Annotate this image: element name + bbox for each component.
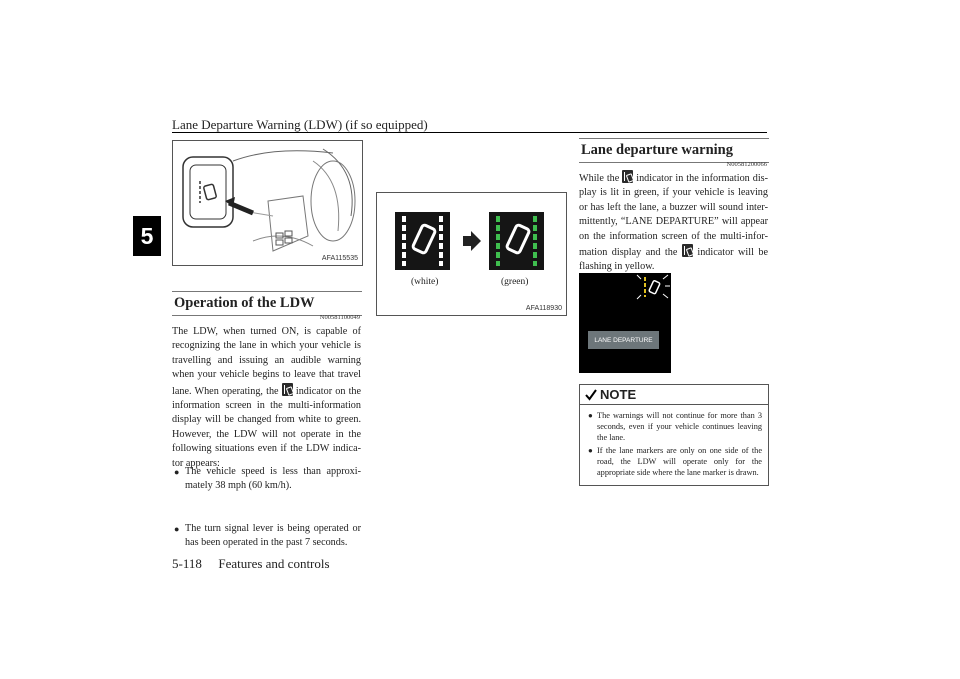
indicator-state-diagram: [377, 193, 566, 315]
bullet-icon: ●: [174, 523, 180, 534]
section-id: N00581200066: [726, 161, 767, 168]
list-item: [172, 522, 361, 551]
bullet-icon: ●: [174, 467, 180, 477]
label-green: (green): [501, 277, 529, 287]
paragraph-text: indicator will be flashing in yellow.: [579, 247, 769, 273]
arrow-right-icon: [463, 231, 481, 251]
list-item-text: If the lane markers are only on one side of the road, the LDW will operate only for the appropriate side where the lane marker is drawn.: [597, 445, 762, 478]
label-white: (white): [411, 277, 439, 287]
indicator-white-icon: [395, 212, 450, 270]
list-item-text: The warnings will not continue for more than 3 seconds, even if your vehicle continues leaving the lane.: [597, 411, 762, 443]
paragraph-text: indicator in the information dis-play is lit in green, if your vehicle is leaving or has left the lane, a buzzer will sound inter-mittently, “LANE DEPARTURE” will appear on the information screen of the multi-infor-mation display and the: [579, 173, 769, 259]
note-title: NOTE: [600, 387, 637, 402]
figure-code: AFA118930: [525, 305, 562, 312]
paragraph-text: While the: [579, 173, 620, 184]
paragraph-text: The LDW, when turned ON, is capable of recognizing the lane in which your vehicle is travelling and issuing an audible warning when your vehicle begins to leave that travel lane. When operating, the: [172, 326, 361, 397]
list-item-text: The turn signal lever is being operated or has been operated in the past 7 seconds.: [185, 522, 361, 549]
page-number: 5-118: [172, 556, 202, 571]
page-footer: [172, 556, 330, 572]
ldw-indicator-icon: [622, 170, 633, 183]
header-rule: [172, 132, 767, 133]
lane-departure-message: LANE DEPARTURE: [588, 331, 659, 349]
section-heading-operation: Operation of the LDW: [172, 291, 362, 316]
chapter-tab: 5: [133, 216, 161, 256]
list-item: [586, 445, 762, 479]
figure-indicator-states: [376, 192, 567, 316]
list-item-text: The vehicle speed is less than approxi-mately 38 mph (60 km/h).: [185, 466, 361, 492]
list-item: [586, 410, 762, 444]
paragraph-text: indicator on the information screen in the multi-information display will be changed from white to green. However, the LDW will not operate in the following situations even if the LDW indica-tor appears:: [172, 385, 362, 469]
operation-paragraph: [172, 325, 361, 471]
figure-ldw-switch: [172, 140, 363, 266]
flashing-indicator-icon: [579, 273, 671, 373]
figure-code: AFA115535: [321, 255, 358, 262]
dashboard-switch-illustration: [173, 141, 362, 265]
bullet-icon: ●: [588, 445, 593, 455]
checkmark-icon: [585, 389, 597, 401]
note-header: [580, 385, 768, 405]
note-box: [579, 384, 769, 486]
section-id: N00581100049: [319, 314, 360, 321]
ldw-indicator-icon: [682, 244, 693, 257]
note-body: [580, 405, 768, 485]
section-heading-lane-departure: Lane departure warning: [579, 138, 769, 163]
multi-info-display-screen: [579, 273, 671, 373]
lane-departure-paragraph: [579, 170, 768, 275]
bullet-icon: ●: [588, 411, 593, 420]
list-item: [172, 465, 361, 494]
footer-section-title: Features and controls: [218, 556, 330, 571]
ldw-indicator-icon: [282, 383, 293, 396]
page-header-title: Lane Departure Warning (LDW) (if so equipped): [172, 117, 428, 132]
indicator-green-icon: [489, 212, 544, 270]
